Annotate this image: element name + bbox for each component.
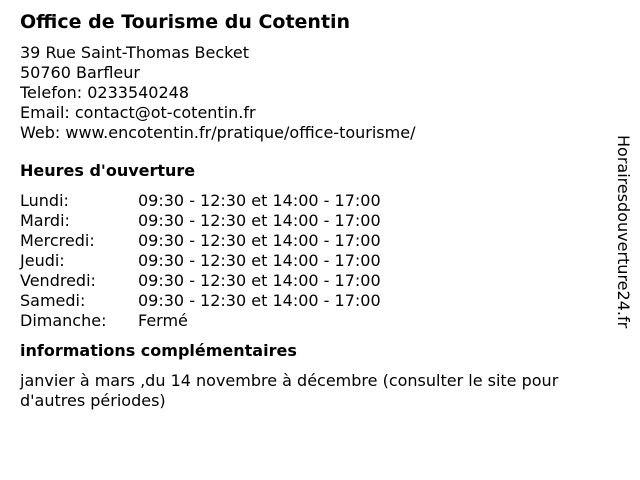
watermark-text: Horairesdouverture24.fr (614, 135, 633, 329)
hours-row (20, 251, 610, 271)
time-value: 09:30 - 12:30 et 14:00 - 17:00 (138, 191, 381, 210)
day-label: Mardi: (20, 211, 70, 230)
day-label: Jeudi: (20, 251, 65, 270)
address-city: 50760 Barfleur (20, 63, 140, 82)
address-street: 39 Rue Saint-Thomas Becket (20, 43, 249, 62)
info-text: janvier à mars ,du 14 novembre à décembre (consulter le site pour d'autres périodes) (20, 371, 559, 410)
hours-row (20, 311, 610, 331)
hours-row (20, 271, 610, 291)
time-value: 09:30 - 12:30 et 14:00 - 17:00 (138, 231, 381, 250)
hours-row (20, 211, 610, 231)
time-value: 09:30 - 12:30 et 14:00 - 17:00 (138, 211, 381, 230)
hours-row (20, 231, 610, 251)
hours-row (20, 291, 610, 311)
hours-row (20, 191, 610, 211)
email-text: Email: contact@ot-cotentin.fr (20, 103, 256, 122)
time-value: Fermé (138, 311, 188, 330)
website-text: Web: www.encotentin.fr/pratique/office-tourisme/ (20, 123, 416, 142)
office-name: Office de Tourisme du Cotentin (20, 11, 351, 33)
day-label: Mercredi: (20, 231, 95, 250)
office-info-card (20, 10, 610, 411)
day-label: Samedi: (20, 291, 86, 310)
time-value: 09:30 - 12:30 et 14:00 - 17:00 (138, 251, 381, 270)
day-label: Vendredi: (20, 271, 96, 290)
info-heading: informations complémentaires (20, 341, 297, 360)
day-label: Dimanche: (20, 311, 107, 330)
hours-heading: Heures d'ouverture (20, 161, 196, 180)
contact-block (20, 43, 610, 143)
time-value: 09:30 - 12:30 et 14:00 - 17:00 (138, 271, 381, 290)
phone-text: Telefon: 0233540248 (20, 83, 190, 102)
day-label: Lundi: (20, 191, 69, 210)
time-value: 09:30 - 12:30 et 14:00 - 17:00 (138, 291, 381, 310)
hours-table (20, 191, 610, 331)
